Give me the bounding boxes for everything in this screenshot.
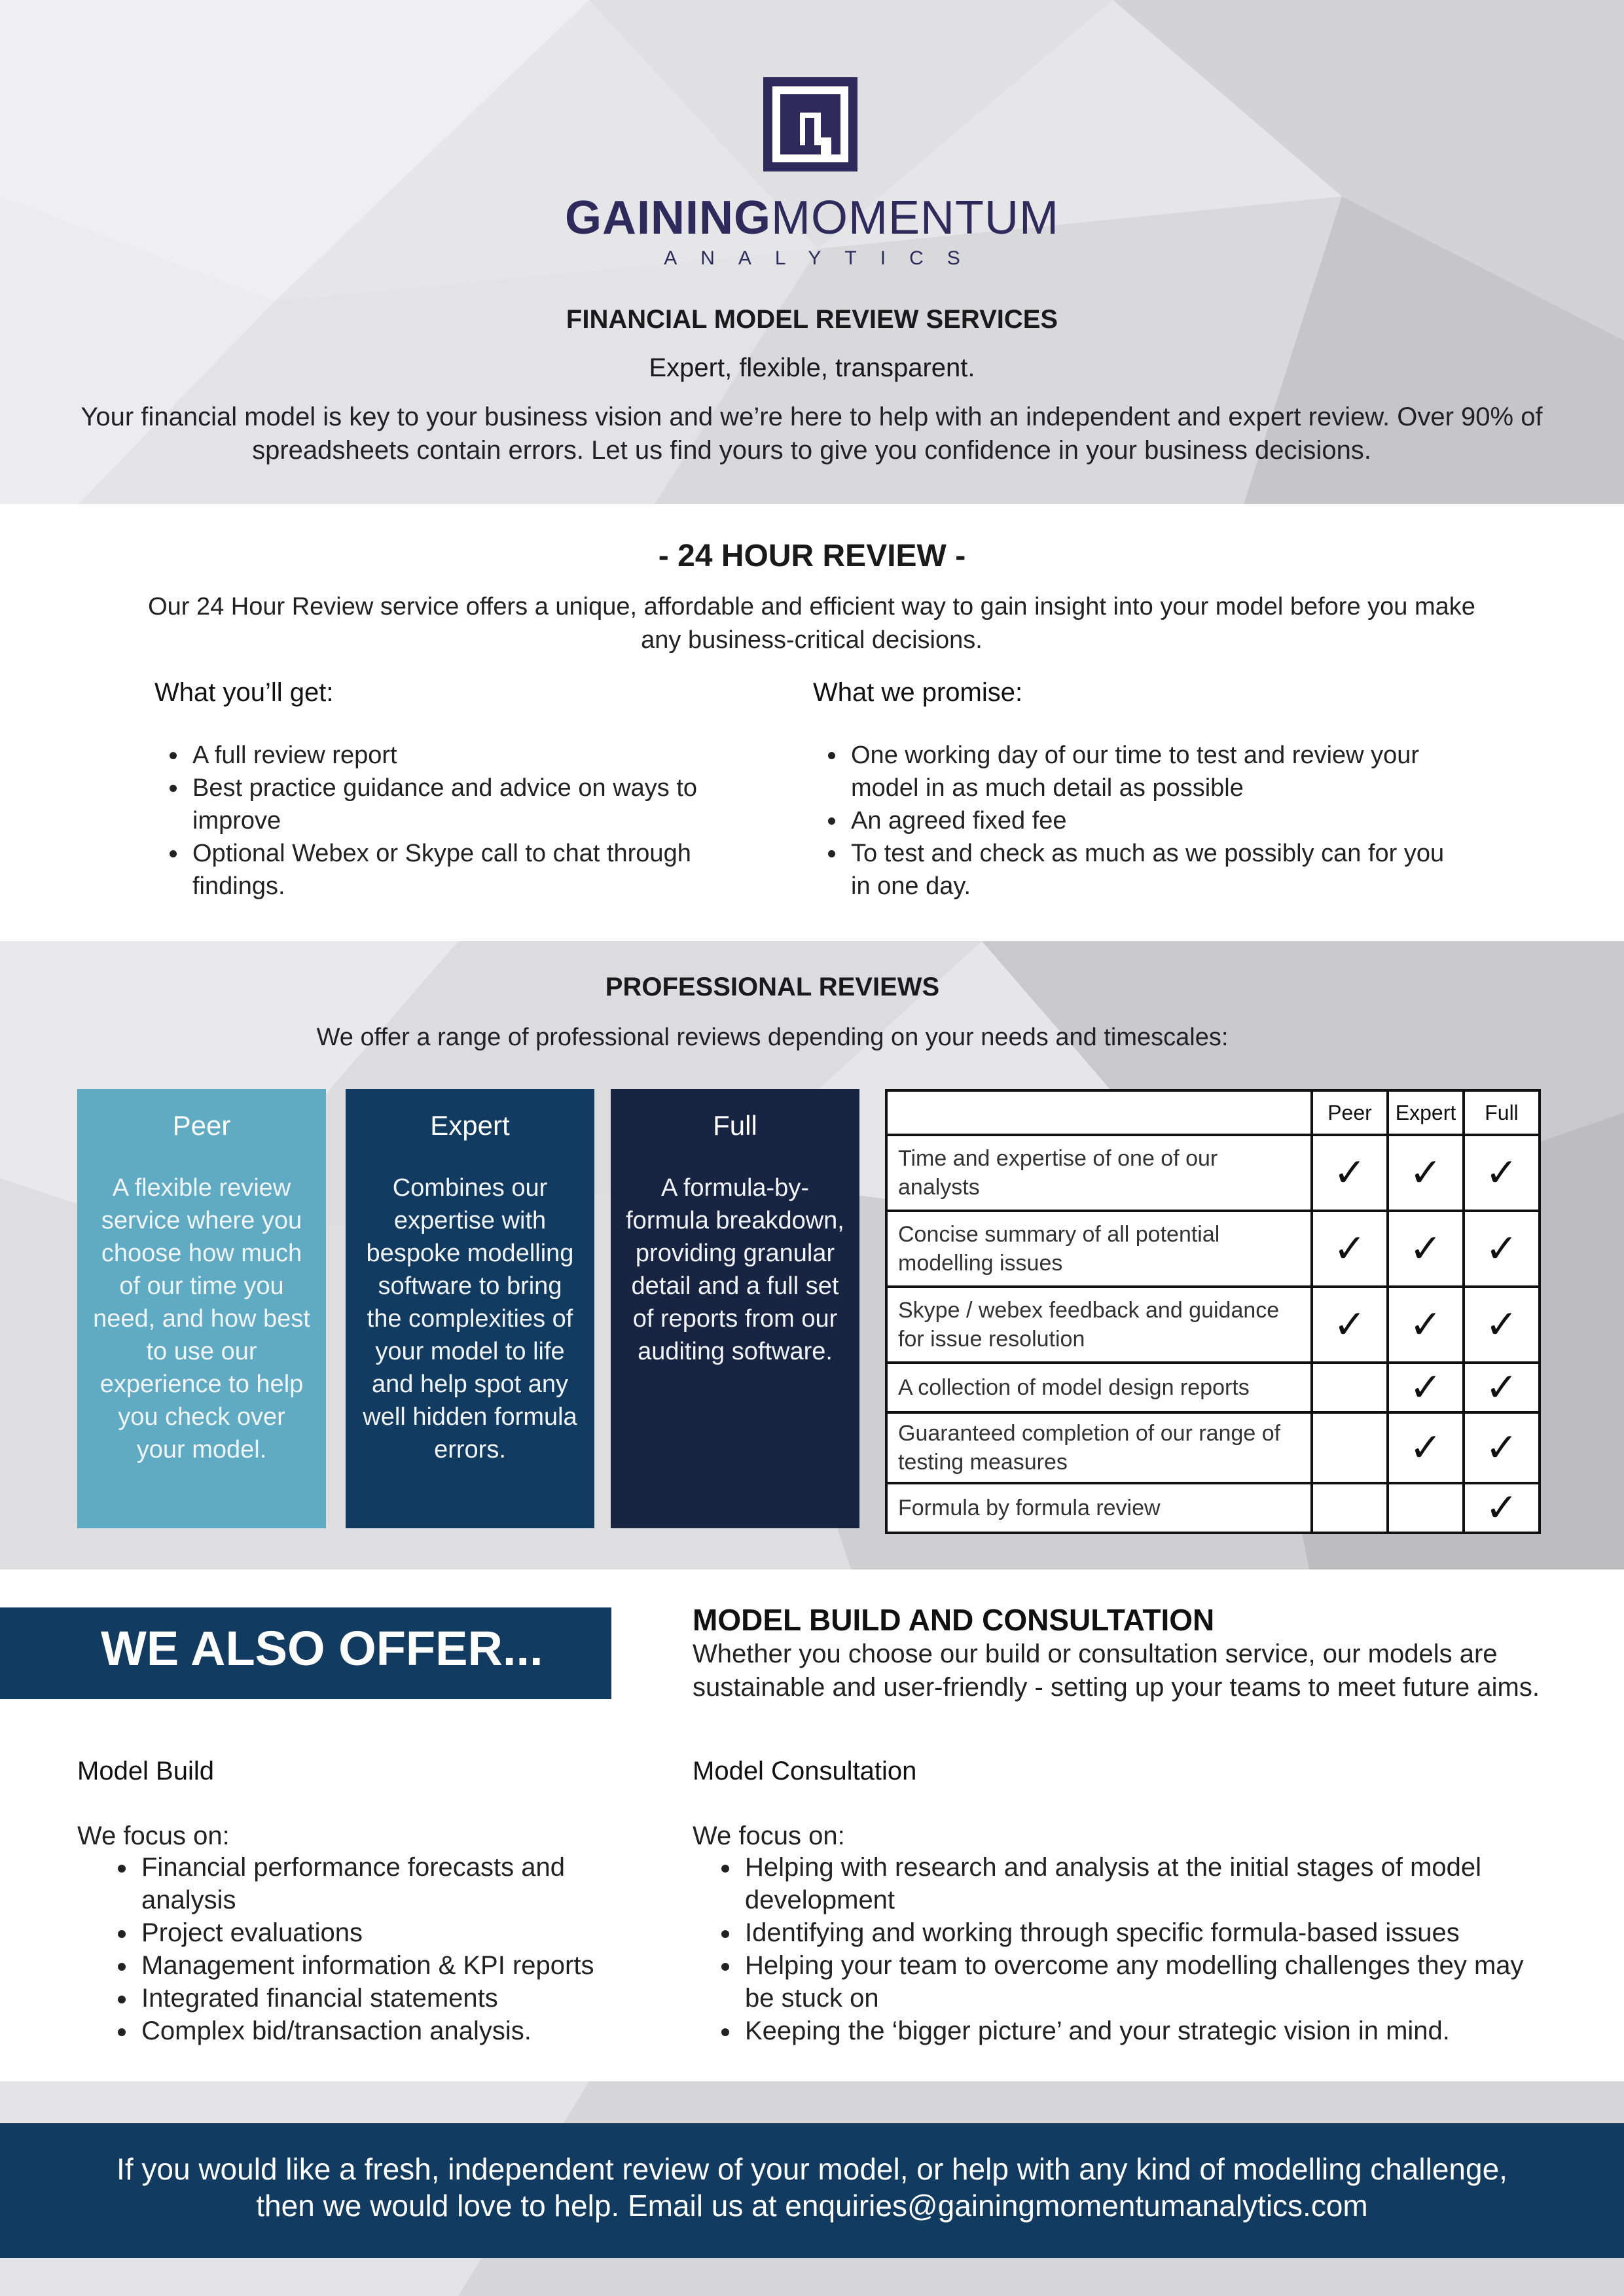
table-row <box>886 1287 1540 1363</box>
check-mark-icon: ✓ <box>1388 1287 1464 1363</box>
list-item: • Best practice guidance and advice on ways to improve <box>189 772 744 837</box>
check-mark-icon: ✓ <box>1464 1412 1540 1483</box>
what-you-get-list <box>154 739 744 903</box>
column-header-peer: Peer <box>1312 1090 1388 1135</box>
model-consultation-focus-label: We focus on: <box>693 1821 845 1850</box>
review24-title: - 24 HOUR REVIEW - <box>658 539 966 573</box>
intro-paragraph: Your financial model is key to your business vision and we’re here to help with an independent and expert review. Over 90% of spreadsheets contain errors. Let us find yours to give you confidence in your business decisions. <box>81 403 1543 465</box>
brand-name-bold: GAINING <box>565 192 772 244</box>
check-mark-icon: ✓ <box>1312 1135 1388 1211</box>
check-mark-icon: ✓ <box>1388 1211 1464 1287</box>
check-mark-icon: ✓ <box>1388 1363 1464 1412</box>
services-title: FINANCIAL MODEL REVIEW SERVICES <box>566 305 1058 334</box>
what-you-get-column <box>154 678 744 903</box>
table-header-row <box>886 1090 1540 1135</box>
list-item: • Helping your team to overcome any modelling challenges they may be stuck on <box>741 1949 1543 2015</box>
empty-cell <box>1312 1412 1388 1483</box>
table-row <box>886 1363 1540 1412</box>
check-mark-icon: ✓ <box>1464 1211 1540 1287</box>
full-card-title: Full <box>713 1110 757 1141</box>
model-consultation-heading: Model Consultation <box>693 1757 917 1785</box>
check-mark-icon: ✓ <box>1464 1287 1540 1363</box>
check-mark-icon: ✓ <box>1464 1483 1540 1533</box>
check-mark-icon: ✓ <box>1312 1211 1388 1287</box>
table-row <box>886 1135 1540 1211</box>
peer-card-title: Peer <box>172 1110 231 1141</box>
list-item: • To test and check as much as we possibly can for you in one day. <box>847 837 1468 903</box>
empty-cell <box>1388 1483 1464 1533</box>
brand-subtitle: ANALYTICS <box>664 247 984 269</box>
row-label: Formula by formula review <box>886 1483 1312 1533</box>
list-item: • Project evaluations <box>137 1916 666 1949</box>
list-item: • Financial performance forecasts and analysis <box>137 1851 666 1916</box>
model-build-consultation-description: Whether you choose our build or consultation service, our models are sustainable and user-friendly - setting up your teams to meet future aims. <box>693 1640 1540 1702</box>
professional-reviews-title: PROFESSIONAL REVIEWS <box>605 973 940 1001</box>
what-we-promise-heading: What we promise: <box>813 678 1023 707</box>
full-card <box>611 1089 859 1528</box>
row-label: Concise summary of all potential modelling issues <box>886 1211 1312 1287</box>
row-label: Time and expertise of one of our analysts <box>886 1135 1312 1211</box>
row-label: Skype / webex feedback and guidance for issue resolution <box>886 1287 1312 1363</box>
row-label: Guaranteed completion of our range of testing measures <box>886 1412 1312 1483</box>
column-header-full: Full <box>1464 1090 1540 1135</box>
list-item: • An agreed fixed fee <box>847 804 1468 837</box>
model-build-column <box>77 1757 666 2047</box>
model-build-list <box>77 1851 666 2047</box>
expert-card-title: Expert <box>430 1110 510 1141</box>
expert-card-text: Combines our expertise with bespoke modelling software to bring the complexities of your model to life and help spot any well hidden formula errors. <box>363 1174 577 1463</box>
check-mark-icon: ✓ <box>1388 1412 1464 1483</box>
empty-cell <box>1312 1483 1388 1533</box>
check-mark-icon: ✓ <box>1388 1135 1464 1211</box>
professional-reviews-description: We offer a range of professional reviews depending on your needs and timescales: <box>316 1024 1229 1051</box>
what-we-promise-column <box>813 678 1468 903</box>
brand-name-light: MOMENTUM <box>771 192 1059 244</box>
we-also-offer-banner: WE ALSO OFFER... <box>0 1607 611 1699</box>
brand-name <box>0 191 1624 245</box>
check-mark-icon: ✓ <box>1464 1363 1540 1412</box>
check-mark-icon: ✓ <box>1312 1287 1388 1363</box>
list-item: • One working day of our time to test and review your model in as much detail as possible <box>847 739 1468 804</box>
list-item: • Management information & KPI reports <box>137 1949 666 1982</box>
footer-banner <box>0 2123 1624 2258</box>
list-item: • Keeping the ‘bigger picture’ and your strategic vision in mind. <box>741 2015 1543 2047</box>
tagline: Expert, flexible, transparent. <box>649 353 975 382</box>
empty-cell <box>1312 1363 1388 1412</box>
footer-text: If you would like a fresh, independent review of your model, or help with any kind of modelling challenge, then we would love to help. Email us at enquiries@gainingmomentumanalytics.com <box>117 2152 1507 2223</box>
list-item: • Complex bid/transaction analysis. <box>137 2015 666 2047</box>
list-item: • Optional Webex or Skype call to chat through findings. <box>189 837 744 903</box>
review24-description: Our 24 Hour Review service offers a unique, affordable and efficient way to gain insight into your model before you make any business-critical decisions. <box>148 593 1475 654</box>
what-we-promise-list <box>813 739 1468 903</box>
model-consultation-column <box>693 1757 1543 2047</box>
what-you-get-heading: What you’ll get: <box>154 678 334 707</box>
expert-card <box>346 1089 594 1528</box>
model-build-focus-label: We focus on: <box>77 1821 230 1850</box>
model-build-heading: Model Build <box>77 1757 215 1785</box>
model-consultation-list <box>693 1851 1543 2047</box>
square-spiral-logo-icon <box>763 77 857 171</box>
comparison-table <box>885 1089 1541 1534</box>
table-row <box>886 1483 1540 1533</box>
check-mark-icon: ✓ <box>1464 1135 1540 1211</box>
peer-card-text: A flexible review service where you choose how much of our time you need, and how best to use our experience to help you check over your model. <box>93 1174 310 1463</box>
full-card-text: A formula-by-formula breakdown, providing granular detail and a full set of reports from our auditing software. <box>626 1174 844 1365</box>
list-item: • Helping with research and analysis at the initial stages of model development <box>741 1851 1543 1916</box>
list-item: • A full review report <box>189 739 744 772</box>
row-label: A collection of model design reports <box>886 1363 1312 1412</box>
model-build-consultation-title: MODEL BUILD AND CONSULTATION <box>693 1603 1215 1637</box>
list-item: • Identifying and working through specific formula-based issues <box>741 1916 1543 1949</box>
table-row <box>886 1211 1540 1287</box>
column-header-expert: Expert <box>1388 1090 1464 1135</box>
list-item: • Integrated financial statements <box>137 1982 666 2015</box>
table-corner-cell <box>886 1090 1312 1135</box>
peer-card <box>77 1089 326 1528</box>
table-row <box>886 1412 1540 1483</box>
